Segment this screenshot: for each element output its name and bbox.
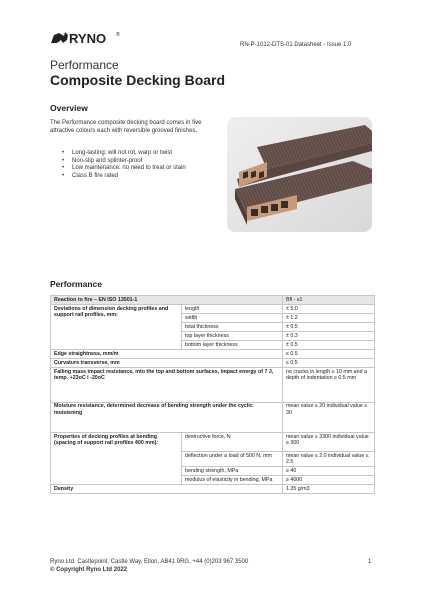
impact-value: no cracks in length ≥ 10 mm and a depth of indentation ≥ 0.5 mm (283, 368, 375, 403)
ryno-logo (50, 28, 130, 48)
table-row (51, 350, 375, 359)
density-label: Density (51, 485, 283, 494)
curvature-value: ≤ 0.5 (283, 359, 375, 368)
param-cell: deflection under a load of 500 N, mm (182, 451, 283, 466)
feature-list (62, 150, 212, 180)
table-row (51, 485, 375, 494)
param-cell: width (182, 314, 283, 323)
value-cell: ≥ 4000 (283, 476, 375, 485)
deviations-label: Deviations of dimension decking profiles and support rail profiles, mm: (51, 305, 182, 350)
page-title: Composite Decking Board (50, 72, 226, 88)
fire-value: Bfl - s1 (283, 296, 375, 305)
value-cell: ± 5.0 (283, 305, 375, 314)
performance-table (50, 295, 375, 494)
table-row (51, 402, 375, 433)
moisture-label: Moisture resistance, determined decrease of bending strength under the cyclic moistening (51, 402, 283, 433)
page-subtitle: Performance (50, 58, 119, 72)
table-row (51, 359, 375, 368)
footer-copyright: © Copyright Ryno Ltd 2022 (50, 567, 128, 573)
value-cell: ± 0.5 (283, 341, 375, 350)
curvature-label: Curvature transverse, mm (51, 359, 283, 368)
edge-label: Edge straightness, mm/m (51, 350, 283, 359)
svg-text:®: ® (116, 32, 120, 38)
param-cell: destructive force, N (182, 433, 283, 452)
density-value: 1.35 g/m3 (283, 485, 375, 494)
value-cell: ± 0.5 (283, 323, 375, 332)
rhino-mark (51, 32, 68, 43)
product-photo (227, 117, 372, 232)
param-cell: total thickness (182, 323, 283, 332)
table-row (51, 296, 375, 305)
value-cell: ± 0.3 (283, 332, 375, 341)
value-cell: mean value ≥ 3300 individual value ≥ 300 (283, 433, 375, 452)
moisture-value: mean value ≤ 20 individual value ≤ 30 (283, 402, 375, 433)
edge-value: ≤ 0.5 (283, 350, 375, 359)
footer-address: Ryno Ltd. Castlepoint, Castle Way, Ellon, AB41 9RG, +44 (0)203 967 3500 (50, 559, 249, 565)
logo-wordmark: RYNO (69, 31, 107, 46)
value-cell: ≥ 40 (283, 467, 375, 476)
page-number: 1 (368, 559, 372, 565)
table-row (51, 433, 375, 452)
bending-label: Properties of decking profiles at bending (spacing of support rail profiles 400 mm): (51, 433, 182, 485)
value-cell: ± 1.2 (283, 314, 375, 323)
overview-intro: The Performance composite decking board comes in five attractive colours each with reversible grooved finishes. (50, 120, 202, 134)
value-cell: mean value ≤ 2.0 individual value ≤ 2.5 (283, 451, 375, 466)
param-cell: modulus of elasticity in bending, MPa (182, 476, 283, 485)
feature-item: • Low maintenance: no need to treat or stain (62, 165, 212, 173)
param-cell: bottom layer thickness (182, 341, 283, 350)
feature-item: • Class B fire rated (62, 173, 212, 181)
performance-heading: Performance (50, 279, 102, 289)
overview-heading: Overview (50, 103, 88, 113)
param-cell: bending strength, MPa (182, 467, 283, 476)
impact-label: Falling mass impact resistance, into the top and bottom surfaces, impact energy of 7 J, temp. +23oC i -20oC (51, 368, 283, 403)
table-row (51, 305, 375, 314)
param-cell: length (182, 305, 283, 314)
feature-item: • Non-slip and splinter-proof (62, 158, 212, 166)
param-cell: top layer thickness (182, 332, 283, 341)
table-row (51, 368, 375, 403)
fire-label: Reaction to fire – EN ISO 13501-1 (51, 296, 283, 305)
feature-item: • Long-lasting: will not rot, warp or twist (62, 150, 212, 158)
document-reference: RN-P-1012-DTS-01 Datasheet - Issue 1.0 (240, 42, 352, 48)
